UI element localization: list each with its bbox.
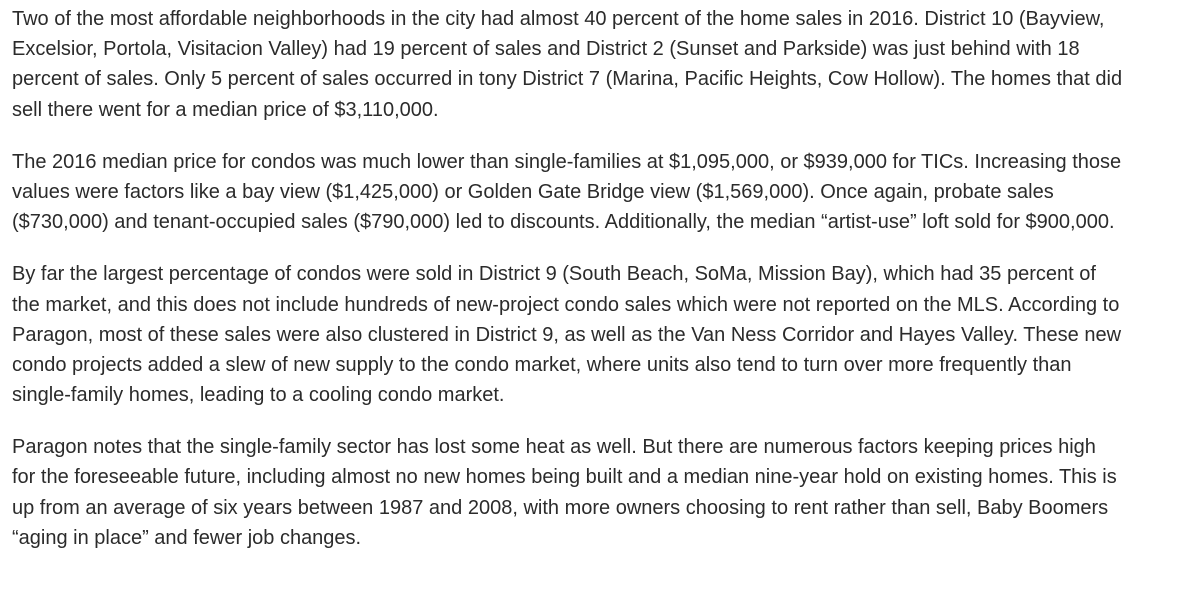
text-line: ($730,000) and tenant-occupied sales ($790,000) led to discounts. Additionally, the median “artist-use” loft sold for $900,000. (12, 211, 1115, 234)
paragraph-district-sales (12, 4, 1192, 125)
text-line: By far the largest percentage of condos were sold in District 9 (South Beach, SoMa, Mission Bay), which had 35 percent of (12, 263, 1096, 286)
text-line: for the foreseeable future, including almost no new homes being built and a median nine-year hold on existing homes. This is (12, 466, 1117, 489)
text-line: The 2016 median price for condos was much lower than single-families at $1,095,000, or $939,000 for TICs. Increasing those (12, 150, 1122, 173)
text-line: single-family homes, leading to a cooling condo market. (12, 384, 505, 407)
text-line: condo projects added a slew of new supply to the condo market, where units also tend to turn over more frequently than (12, 353, 1072, 376)
text-line: Two of the most affordable neighborhoods in the city had almost 40 percent of the home sales in 2016. District 10 (Bayview, (12, 8, 1105, 30)
text-line: up from an average of six years between 1987 and 2008, with more owners choosing to rent rather than sell, Baby Boomers (12, 496, 1109, 519)
text-line: the market, and this does not include hundreds of new-project condo sales which were not reported on the MLS. According to (12, 293, 1120, 316)
text-line: sell there went for a median price of $3,110,000. (12, 98, 439, 121)
text-line: “aging in place” and fewer job changes. (12, 526, 362, 549)
text-line: values were factors like a bay view ($1,425,000) or Golden Gate Bridge view ($1,569,000). Once again, probate sales (12, 180, 1054, 203)
text-line: Excelsior, Portola, Visitacion Valley) had 19 percent of sales and District 2 (Sunset and Parkside) was just behind with 18 (12, 38, 1080, 61)
text-line: percent of sales. Only 5 percent of sales occurred in tony District 7 (Marina, Pacific Heights, Cow Hollow). The homes that did (12, 68, 1123, 91)
article-body (12, 4, 1192, 575)
text-line: Paragon notes that the single-family sector has lost some heat as well. But there are numerous factors keeping prices high (12, 436, 1096, 459)
paragraph-condo-prices (12, 147, 1192, 238)
text-line: Paragon, most of these sales were also clustered in District 9, as well as the Van Ness Corridor and Hayes Valley. These new (12, 323, 1122, 346)
paragraph-single-family (12, 432, 1192, 553)
paragraph-condo-districts (12, 259, 1192, 410)
